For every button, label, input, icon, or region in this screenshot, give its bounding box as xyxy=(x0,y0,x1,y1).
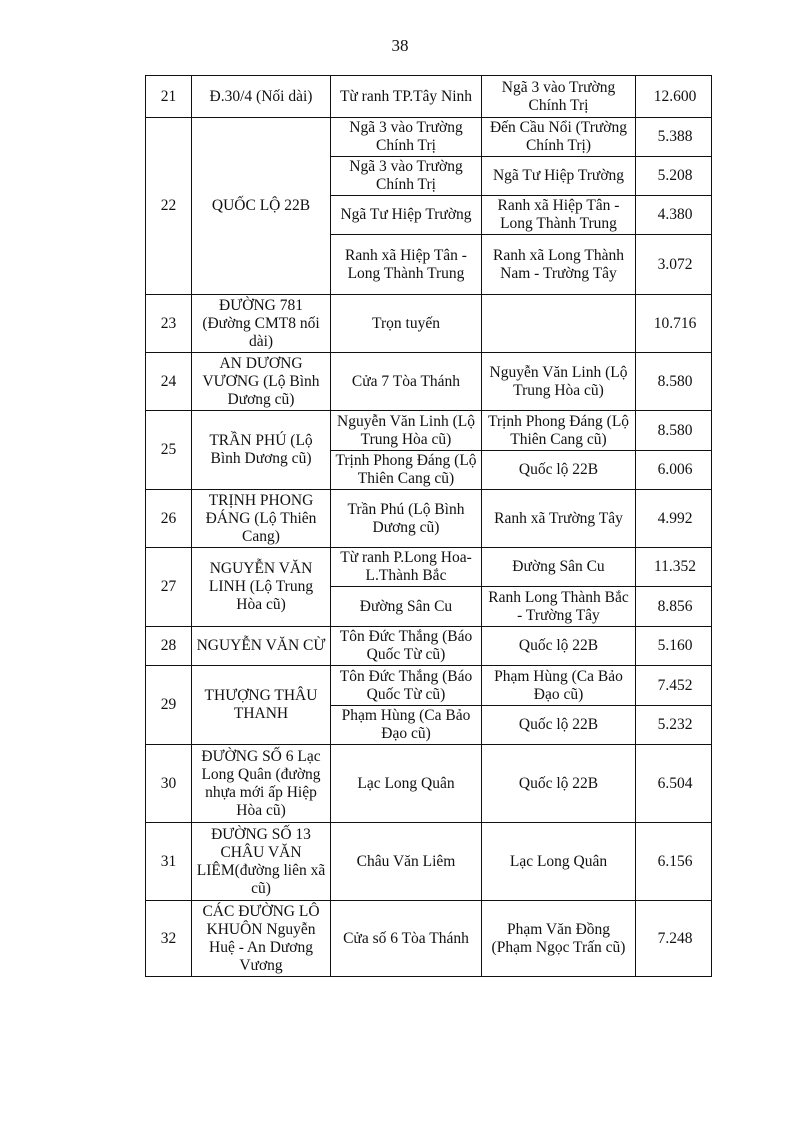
price-cell: 7.248 xyxy=(636,901,712,977)
price-cell: 4.380 xyxy=(636,196,712,235)
road-name-cell: QUỐC LỘ 22B xyxy=(192,118,331,295)
segment-from-cell: Cửa số 6 Tòa Thánh xyxy=(331,901,482,977)
table-row xyxy=(146,490,712,548)
row-number-cell: 28 xyxy=(146,627,192,666)
row-number-cell: 29 xyxy=(146,666,192,745)
road-name-cell: ĐƯỜNG SỐ 6 Lạc Long Quân (đường nhựa mới ấp Hiệp Hòa cũ) xyxy=(192,745,331,823)
row-number-cell: 31 xyxy=(146,823,192,901)
segment-to-cell: Đường Sân Cu xyxy=(482,548,636,587)
road-name-cell: NGUYỄN VĂN CỪ xyxy=(192,627,331,666)
row-number-cell: 30 xyxy=(146,745,192,823)
land-price-table xyxy=(145,75,712,977)
table-row xyxy=(146,548,712,587)
row-number-cell: 24 xyxy=(146,353,192,411)
segment-from-cell: Từ ranh TP.Tây Ninh xyxy=(331,76,482,118)
segment-from-cell: Phạm Hùng (Ca Bảo Đạo cũ) xyxy=(331,706,482,745)
price-cell: 5.232 xyxy=(636,706,712,745)
row-number-cell: 22 xyxy=(146,118,192,295)
price-cell: 5.208 xyxy=(636,157,712,196)
row-number-cell: 21 xyxy=(146,76,192,118)
page-number: 38 xyxy=(391,36,409,55)
road-name-cell: THƯỢNG THÂU THANH xyxy=(192,666,331,745)
table-row xyxy=(146,745,712,823)
segment-to-cell: Ngã 3 vào Trường Chính Trị xyxy=(482,76,636,118)
price-cell: 10.716 xyxy=(636,295,712,353)
segment-to-cell: Ranh xã Long Thành Nam - Trường Tây xyxy=(482,235,636,295)
table-row xyxy=(146,353,712,411)
road-name-cell: ĐƯỜNG 781 (Đường CMT8 nối dài) xyxy=(192,295,331,353)
table-row xyxy=(146,411,712,451)
row-number-cell: 25 xyxy=(146,411,192,490)
price-cell: 6.504 xyxy=(636,745,712,823)
segment-to-cell: Quốc lộ 22B xyxy=(482,745,636,823)
price-cell: 5.388 xyxy=(636,118,712,157)
segment-to-cell: Quốc lộ 22B xyxy=(482,706,636,745)
segment-from-cell: Cửa 7 Tòa Thánh xyxy=(331,353,482,411)
segment-to-cell: Quốc lộ 22B xyxy=(482,451,636,490)
table-row xyxy=(146,118,712,157)
segment-to-cell: Nguyễn Văn Linh (Lộ Trung Hòa cũ) xyxy=(482,353,636,411)
segment-from-cell: Châu Văn Liêm xyxy=(331,823,482,901)
segment-to-cell: Ranh xã Trường Tây xyxy=(482,490,636,548)
price-cell: 5.160 xyxy=(636,627,712,666)
row-number-cell: 27 xyxy=(146,548,192,627)
segment-from-cell: Ngã 3 vào Trường Chính Trị xyxy=(331,157,482,196)
segment-to-cell: Ranh Long Thành Bắc - Trường Tây xyxy=(482,587,636,627)
price-cell: 6.156 xyxy=(636,823,712,901)
segment-from-cell: Đường Sân Cu xyxy=(331,587,482,627)
price-cell: 3.072 xyxy=(636,235,712,295)
segment-to-cell: Phạm Hùng (Ca Bảo Đạo cũ) xyxy=(482,666,636,706)
segment-to-cell: Ngã Tư Hiệp Trường xyxy=(482,157,636,196)
road-name-cell: NGUYỄN VĂN LINH (Lộ Trung Hòa cũ) xyxy=(192,548,331,627)
segment-to-cell: Ranh xã Hiệp Tân - Long Thành Trung xyxy=(482,196,636,235)
price-cell: 8.856 xyxy=(636,587,712,627)
segment-to-cell xyxy=(482,295,636,353)
table-row xyxy=(146,666,712,706)
segment-from-cell: Từ ranh P.Long Hoa-L.Thành Bắc xyxy=(331,548,482,587)
price-cell: 7.452 xyxy=(636,666,712,706)
price-cell: 12.600 xyxy=(636,76,712,118)
segment-to-cell: Phạm Văn Đồng (Phạm Ngọc Trấn cũ) xyxy=(482,901,636,977)
price-cell: 8.580 xyxy=(636,411,712,451)
segment-from-cell: Trần Phú (Lộ Bình Dương cũ) xyxy=(331,490,482,548)
road-name-cell: TRẦN PHÚ (Lộ Bình Dương cũ) xyxy=(192,411,331,490)
segment-to-cell: Quốc lộ 22B xyxy=(482,627,636,666)
segment-from-cell: Nguyễn Văn Linh (Lộ Trung Hòa cũ) xyxy=(331,411,482,451)
row-number-cell: 32 xyxy=(146,901,192,977)
row-number-cell: 23 xyxy=(146,295,192,353)
price-cell: 4.992 xyxy=(636,490,712,548)
table-row xyxy=(146,823,712,901)
price-cell: 6.006 xyxy=(636,451,712,490)
row-number-cell: 26 xyxy=(146,490,192,548)
segment-from-cell: Ngã 3 vào Trường Chính Trị xyxy=(331,118,482,157)
table-row xyxy=(146,295,712,353)
segment-from-cell: Tôn Đức Thắng (Báo Quốc Từ cũ) xyxy=(331,666,482,706)
segment-from-cell: Ranh xã Hiệp Tân - Long Thành Trung xyxy=(331,235,482,295)
segment-from-cell: Lạc Long Quân xyxy=(331,745,482,823)
table-row xyxy=(146,627,712,666)
road-name-cell: AN DƯƠNG VƯƠNG (Lộ Bình Dương cũ) xyxy=(192,353,331,411)
road-name-cell: TRỊNH PHONG ĐÁNG (Lộ Thiên Cang) xyxy=(192,490,331,548)
segment-to-cell: Lạc Long Quân xyxy=(482,823,636,901)
segment-from-cell: Ngã Tư Hiệp Trường xyxy=(331,196,482,235)
road-name-cell: CÁC ĐƯỜNG LÔ KHUÔN Nguyễn Huệ - An Dương Vương xyxy=(192,901,331,977)
price-cell: 8.580 xyxy=(636,353,712,411)
segment-from-cell: Tôn Đức Thắng (Báo Quốc Từ cũ) xyxy=(331,627,482,666)
road-name-cell: ĐƯỜNG SỐ 13 CHÂU VĂN LIÊM(đường liên xã cũ) xyxy=(192,823,331,901)
segment-from-cell: Trịnh Phong Đáng (Lộ Thiên Cang cũ) xyxy=(331,451,482,490)
segment-from-cell: Trọn tuyến xyxy=(331,295,482,353)
segment-to-cell: Đến Cầu Nổi (Trường Chính Trị) xyxy=(482,118,636,157)
segment-to-cell: Trịnh Phong Đáng (Lộ Thiên Cang cũ) xyxy=(482,411,636,451)
table-row xyxy=(146,901,712,977)
price-cell: 11.352 xyxy=(636,548,712,587)
table-row xyxy=(146,76,712,118)
road-name-cell: Đ.30/4 (Nối dài) xyxy=(192,76,331,118)
